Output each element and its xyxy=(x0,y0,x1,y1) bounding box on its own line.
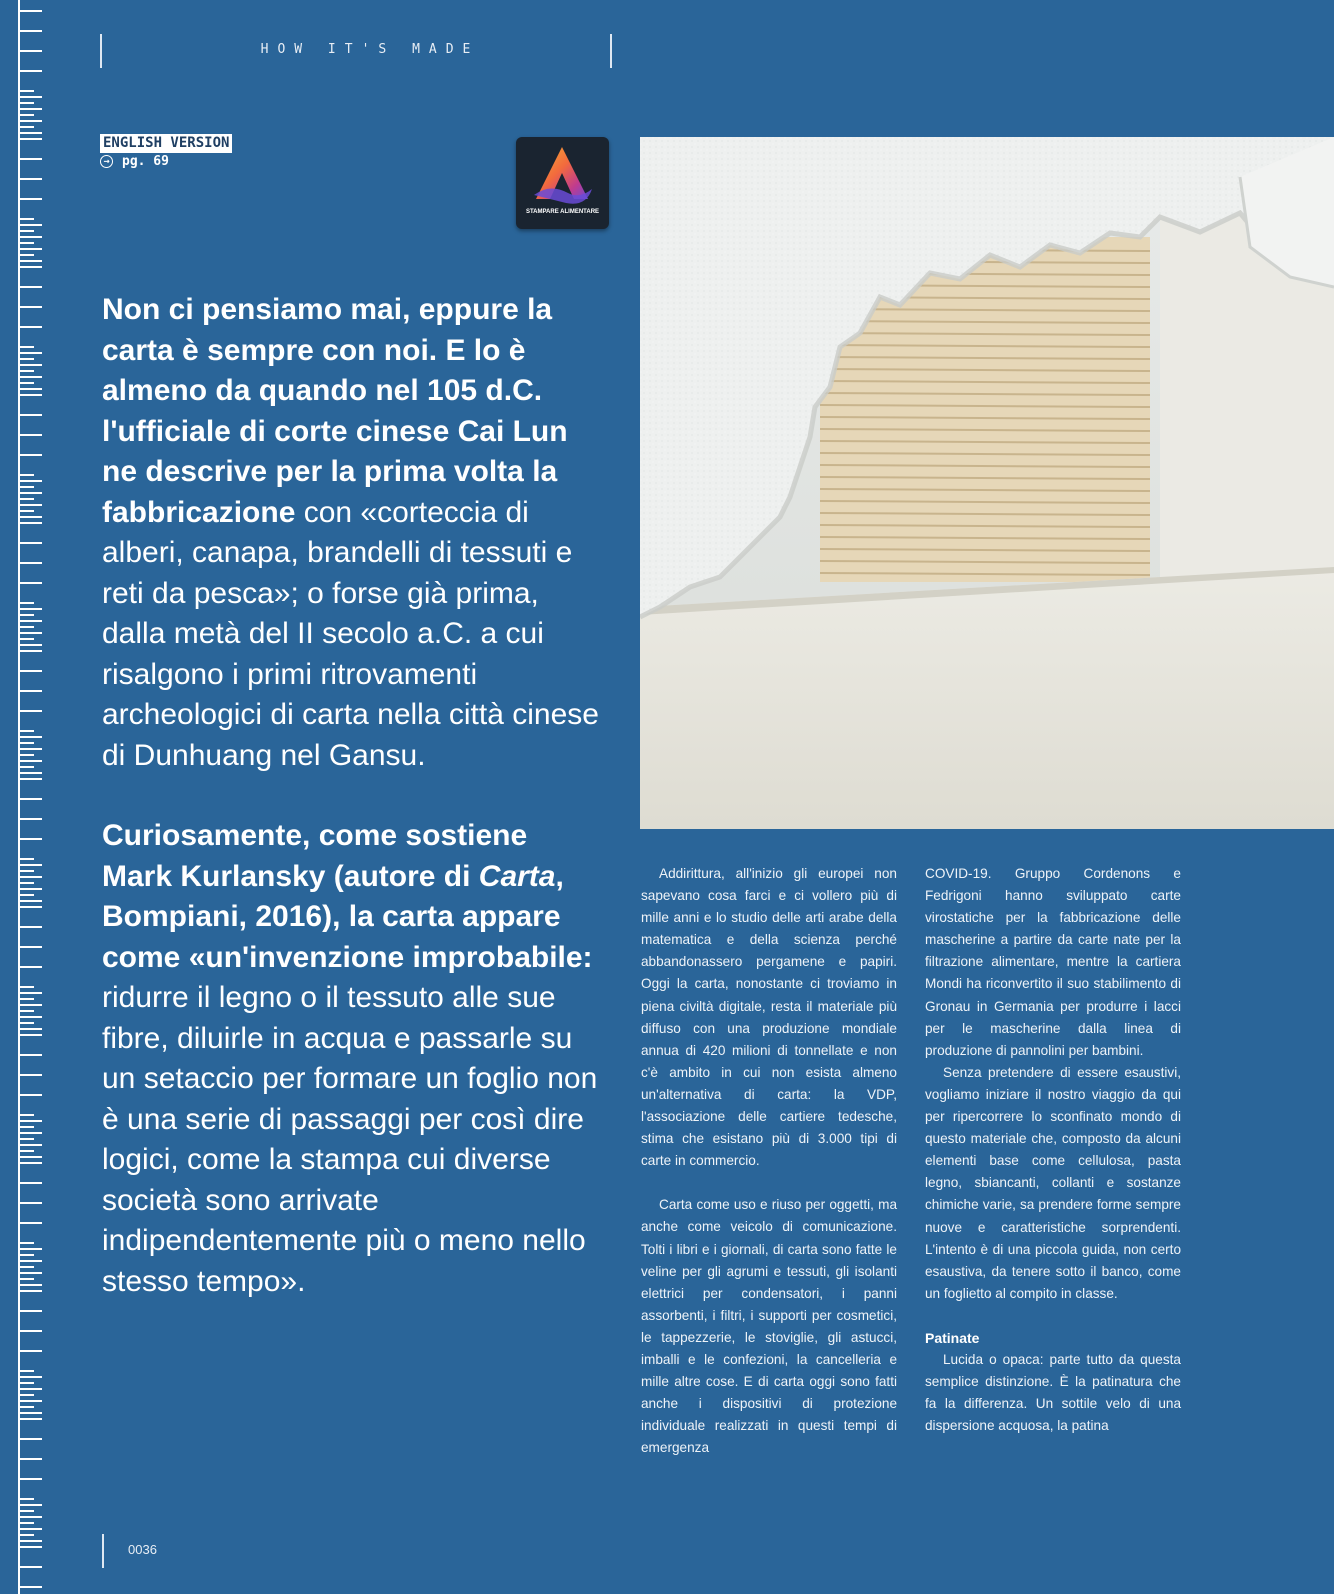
ruler-tick xyxy=(18,1438,42,1440)
ruler-tick xyxy=(18,522,42,524)
ruler-tick xyxy=(18,1534,34,1536)
ruler-tick xyxy=(18,1478,42,1480)
ruler-tick xyxy=(18,364,42,366)
ruler-tick xyxy=(18,1516,42,1518)
ruler-tick xyxy=(18,766,34,768)
ruler-tick xyxy=(18,108,42,110)
intro-text xyxy=(102,290,602,1342)
ruler-tick xyxy=(18,1586,42,1588)
ruler-tick xyxy=(18,1162,42,1164)
ruler-tick xyxy=(18,1388,42,1390)
ruler-tick xyxy=(18,394,42,396)
ruler-tick xyxy=(18,742,34,744)
ruler-tick xyxy=(18,644,42,646)
ruler-tick xyxy=(18,888,42,890)
ruler-tick xyxy=(18,1412,42,1414)
footer-divider xyxy=(102,1534,104,1568)
ruler-tick xyxy=(18,760,42,762)
ruler-tick xyxy=(18,90,34,92)
ruler-tick xyxy=(18,230,34,232)
ruler-tick xyxy=(18,1132,42,1134)
ruler-tick xyxy=(18,510,34,512)
ruler-tick xyxy=(18,1260,42,1262)
ruler-tick xyxy=(18,798,42,800)
ruler-tick xyxy=(18,992,42,994)
ruler-tick xyxy=(18,620,42,622)
ruler-tick xyxy=(18,1028,42,1030)
ruler-tick xyxy=(18,926,42,928)
ruler-tick xyxy=(18,1156,42,1158)
col1-paragraph-1: Addirittura, all'inizio gli europei non sapevano cosa farci e ci vollero più di mille anni e lo studio delle arti arabe della matematica e della scienza perché abbandonassero pergamene e papiri. Oggi la carta, nonostante ci troviamo in piena civiltà digitale, resta il materiale più diffuso con una produzione mondiale annua di 420 milioni di tonnellate e non c'è ambito in cui non esista almeno un'alternativa di carta: la VDP, l'associazione delle cartiere tedesche, stima che esistano più di 3.000 tipi di carte in commercio. xyxy=(641,866,897,1169)
ruler-tick xyxy=(18,376,42,378)
ruler-tick xyxy=(18,1202,42,1204)
ruler-tick xyxy=(18,414,42,416)
ruler-tick xyxy=(18,542,42,544)
ruler-tick xyxy=(18,1382,34,1384)
logo-text: STAMPARE ALIMENTARE xyxy=(525,209,600,215)
ruler-tick xyxy=(18,370,34,372)
ruler-tick xyxy=(18,96,42,98)
ruler-tick xyxy=(18,10,42,12)
ruler-tick xyxy=(18,254,34,256)
ruler-tick xyxy=(18,1566,42,1568)
col2-paragraph-1: COVID-19. Gruppo Cordenons e Fedrigoni hanno sviluppato carte virostatiche per la fabbricazione delle mascherine a partire da carte nate per la filtrazione alimentare, mentre la cartiera Mondi ha riconvertito il suo stabilimento di Gronau in Germania per produrre i lacci per le mascherine dalla linea di produzione di pannolini per bambini. xyxy=(925,866,1181,1058)
intro-paragraph-1 xyxy=(102,290,602,776)
intro-p2-regular: ridurre il legno o il tessuto alle sue fibre, diluirle in acqua e passarle su un setaccio per formare un foglio non è una serie di passaggi per così dire logici, come la stampa cui diverse società sono arrivate indipendentemente più o meno nello stesso tempo». xyxy=(102,981,598,1298)
ruler-tick xyxy=(18,492,42,494)
intro-p1-regular: con «corteccia di alberi, canapa, brandelli di tessuti e reti da pesca»; o forse già prima, dalla metà del II secolo a.C. a cui risalgono i primi ritrovamenti archeologici di carta nella città cinese di Dunhuang nel Gansu. xyxy=(102,495,599,772)
ruler-tick xyxy=(18,1278,34,1280)
ruler-tick xyxy=(18,1054,42,1056)
ruler-tick xyxy=(18,1310,42,1312)
ruler-tick xyxy=(18,1254,34,1256)
ruler-tick xyxy=(18,1284,42,1286)
page-ref-label: pg. 69 xyxy=(122,154,169,169)
ruler-tick xyxy=(18,1034,42,1036)
ruler-tick xyxy=(18,1504,42,1506)
ruler-tick xyxy=(18,1138,34,1140)
ruler-tick xyxy=(18,286,42,288)
torn-paper-photo xyxy=(640,137,1334,829)
intro-p2-book-title: Carta xyxy=(478,859,556,893)
ruler-tick xyxy=(18,1150,34,1152)
ruler-tick xyxy=(18,434,42,436)
intro-p2-bold-a: Curiosamente, come sostiene Mark Kurlansky (autore di xyxy=(102,819,528,893)
ruler-tick xyxy=(18,772,42,774)
ruler-tick xyxy=(18,1522,34,1524)
ruler-tick xyxy=(18,1498,34,1500)
ruler-tick xyxy=(18,626,34,628)
ruler-tick xyxy=(18,602,34,604)
ruler-tick xyxy=(18,1546,42,1548)
ruler-tick xyxy=(18,306,42,308)
ruler-tick xyxy=(18,1004,42,1006)
ruler-tick xyxy=(18,486,34,488)
ruler-tick xyxy=(18,1370,34,1372)
ruler-tick xyxy=(18,1248,42,1250)
ruler-tick xyxy=(18,906,42,908)
ruler-tick xyxy=(18,474,34,476)
ruler-tick xyxy=(18,260,42,262)
torn-paper-illustration xyxy=(640,137,1334,829)
ruler-tick xyxy=(18,50,42,52)
ruler-tick xyxy=(18,326,42,328)
ruler-tick xyxy=(18,480,42,482)
ruler-tick xyxy=(18,1406,34,1408)
ruler-spine xyxy=(18,0,20,1594)
ruler-tick xyxy=(18,382,34,384)
ruler-tick xyxy=(18,1400,42,1402)
ruler-tick xyxy=(18,358,34,360)
intro-p1-bold: Non ci pensiamo mai, eppure la carta è sempre con noi. E lo è almeno da quando nel 105 d.C. l'ufficiale di corte cinese Cai Lun ne descrive per la prima volta la fabbricazione xyxy=(102,293,568,529)
ruler-tick xyxy=(18,248,42,250)
ruler-tick xyxy=(18,218,34,220)
english-version-page-link[interactable] xyxy=(100,154,169,169)
ruler-tick xyxy=(18,504,42,506)
ruler-tick xyxy=(18,1266,34,1268)
ruler-tick xyxy=(18,30,42,32)
ruler-tick xyxy=(18,224,42,226)
intro-p2-bold-b: , Bompiani, 2016), la carta appare come «un'invenzione improbabile: xyxy=(102,859,593,974)
ruler-tick xyxy=(18,1222,42,1224)
body-column-1 xyxy=(641,863,897,1459)
ruler-tick xyxy=(18,1510,34,1512)
ruler-tick xyxy=(18,986,34,988)
ruler-tick xyxy=(18,1016,42,1018)
ruler-tick xyxy=(18,1394,34,1396)
ruler-tick xyxy=(18,1540,42,1542)
ruler-tick xyxy=(18,1094,42,1096)
paragraph-gap xyxy=(641,1172,897,1194)
english-version-badge[interactable]: ENGLISH VERSION xyxy=(100,134,232,153)
ruler-tick xyxy=(18,1330,42,1332)
ruler-tick xyxy=(18,562,42,564)
ruler-tick xyxy=(18,70,42,72)
ruler-tick xyxy=(18,346,34,348)
ruler-tick xyxy=(18,1182,42,1184)
ruler-tick xyxy=(18,1350,42,1352)
ruler-tick xyxy=(18,870,34,872)
ruler-tick xyxy=(18,754,34,756)
ruler-tick xyxy=(18,1126,34,1128)
section-label: HOW IT'S MADE xyxy=(260,42,480,57)
ruler-tick xyxy=(18,690,42,692)
ruler-tick xyxy=(18,1376,42,1378)
ruler-tick xyxy=(18,614,34,616)
ruler-tick xyxy=(18,236,42,238)
ruler-tick xyxy=(18,1290,42,1292)
ruler-tick xyxy=(18,966,42,968)
ruler-tick xyxy=(18,198,42,200)
header-right-divider xyxy=(610,34,612,68)
intro-paragraph-2 xyxy=(102,816,602,1302)
ruler-tick xyxy=(18,608,42,610)
ruler-tick xyxy=(18,242,34,244)
ruler-tick xyxy=(18,1272,42,1274)
ruler-tick xyxy=(18,736,42,738)
ruler-tick xyxy=(18,158,42,160)
ruler-tick xyxy=(18,710,42,712)
ruler-tick xyxy=(18,126,34,128)
ruler-tick xyxy=(18,1114,34,1116)
logo-mark xyxy=(516,137,609,229)
ruler-tick xyxy=(18,670,42,672)
ruler-tick xyxy=(18,1144,42,1146)
ruler-tick xyxy=(18,858,34,860)
ruler-tick xyxy=(18,632,42,634)
ruler-tick xyxy=(18,1242,34,1244)
ruler-tick xyxy=(18,352,42,354)
ruler-tick xyxy=(18,114,34,116)
col2-paragraph-2: Senza pretendere di essere esaustivi, vogliamo iniziare il nostro viaggio da qui per ripercorrere lo sconfinato mondo di questo materiale che, composto da alcuni elementi base come cellulosa, pasta legno, sbiancanti, collanti e sostanze chimiche varie, sa prendere forme sempre nuove e caratteristiche sorprendenti. L'intento è di una piccola guida, non certo esaustiva, da tenere sotto il banco, come un foglietto al compito in classe. xyxy=(925,1064,1181,1301)
ruler-tick xyxy=(18,178,42,180)
col2-paragraph-3: Lucida o opaca: parte tutto da questa semplice distinzione. È la patinatura che fa la differenza. Un sottile velo di una dispersione acquosa, la patina xyxy=(925,1351,1181,1434)
ruler-tick xyxy=(18,102,34,104)
ruler-tick xyxy=(18,1458,42,1460)
ruler-tick xyxy=(18,882,34,884)
ruler-tick xyxy=(18,998,34,1000)
page-number: 0036 xyxy=(128,1542,157,1557)
ruler-tick xyxy=(18,498,34,500)
arrow-right-circle-icon: → xyxy=(100,155,113,168)
paragraph-gap xyxy=(925,1305,1181,1327)
ruler-tick xyxy=(18,818,42,820)
body-column-2 xyxy=(925,863,1181,1437)
ruler-tick xyxy=(18,388,42,390)
ruler-tick xyxy=(18,266,42,268)
ruler-tick xyxy=(18,516,42,518)
ruler-tick xyxy=(18,778,42,780)
ruler-tick xyxy=(18,1010,34,1012)
ruler-tick xyxy=(18,1120,42,1122)
ruler-tick xyxy=(18,748,42,750)
ruler-tick xyxy=(18,864,42,866)
stampare-alimentare-logo xyxy=(516,137,609,229)
ruler-tick xyxy=(18,132,42,134)
ruler-tick xyxy=(18,730,34,732)
header-left-divider xyxy=(100,34,102,68)
ruler-tick xyxy=(18,138,42,140)
ruler-tick xyxy=(18,838,42,840)
ruler-tick xyxy=(18,638,34,640)
ruler-tick xyxy=(18,1528,42,1530)
ruler-tick xyxy=(18,120,42,122)
ruler-tick xyxy=(18,900,42,902)
ruler-tick xyxy=(18,1418,42,1420)
ruler-tick xyxy=(18,454,42,456)
ruler-tick xyxy=(18,876,42,878)
ruler-tick xyxy=(18,1022,34,1024)
section-heading-patinate: Patinate xyxy=(925,1329,980,1346)
ruler-tick xyxy=(18,650,42,652)
ruler-tick xyxy=(18,946,42,948)
ruler-tick xyxy=(18,1074,42,1076)
ruler-tick xyxy=(18,582,42,584)
col1-paragraph-2: Carta come uso e riuso per oggetti, ma anche come veicolo di comunicazione. Tolti i libri e i giornali, di carta sono fatte le veline per gli agrumi e tessuti, gli isolanti elettrici per condensatori, i panni assorbenti, i filtri, i supporti per cosmetici, le tappezzerie, le stoviglie, gli astucci, imballi e le confezioni, la cancelleria e mille altre cose. E di carta oggi sono fatti anche i dispositivi di protezione individuale realizzati in questi tempi di emergenza xyxy=(641,1197,897,1456)
ruler-decoration xyxy=(0,0,48,1594)
ruler-tick xyxy=(18,894,34,896)
